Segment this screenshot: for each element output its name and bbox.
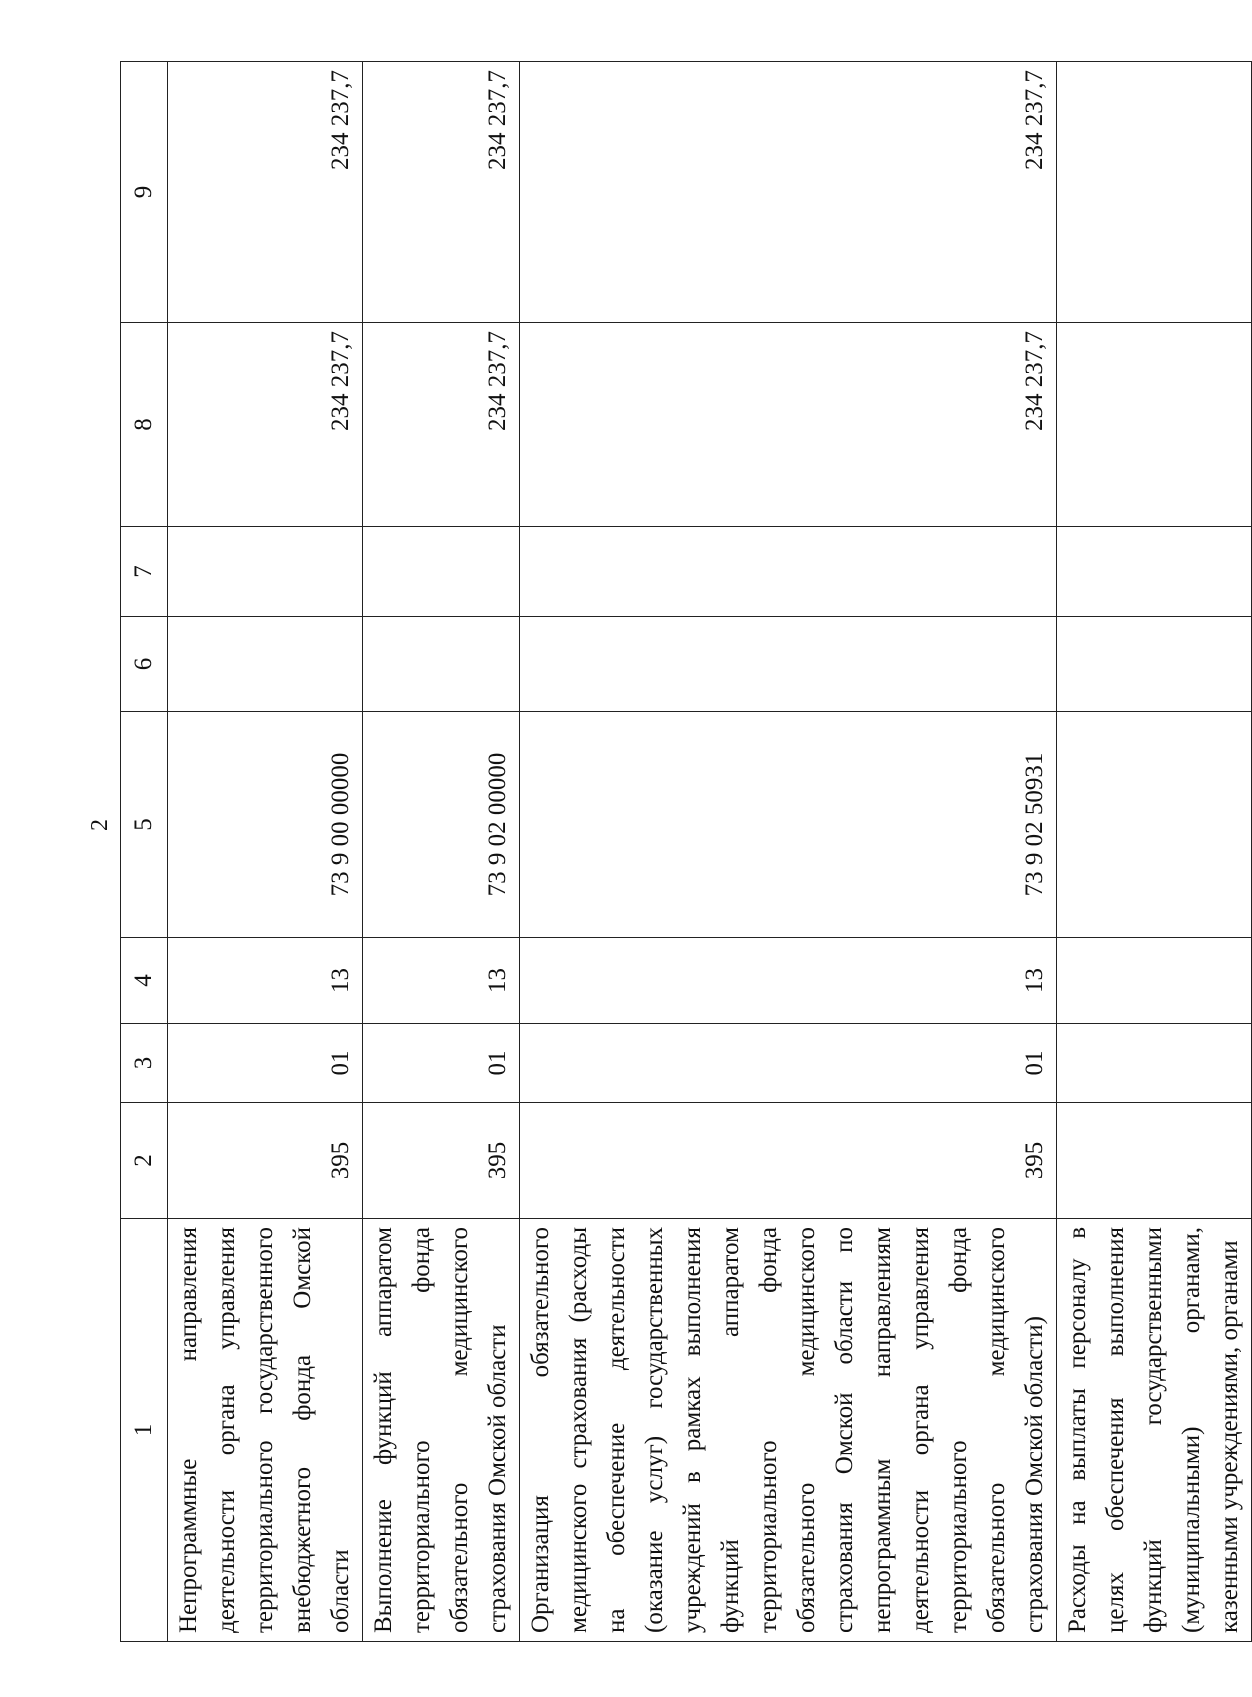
cell-col7 xyxy=(168,527,363,617)
header-cell: 7 xyxy=(121,527,168,617)
budget-table xyxy=(120,61,1252,1642)
cell-col3: 01 xyxy=(520,1024,1057,1103)
cell-col9: 234 237,7 xyxy=(168,62,363,323)
row-description: Непрограммные направления деятельности органа управления территориального государственного внебюджетного фонда Омской области xyxy=(168,1219,363,1642)
table-row xyxy=(363,62,520,1642)
cell-col4: 13 xyxy=(520,938,1057,1024)
header-cell: 2 xyxy=(121,1103,168,1219)
table-row xyxy=(168,62,363,1642)
cell-col8: 234 237,7 xyxy=(520,323,1057,527)
row-description: Организация обязательного медицинского страхования (расходы на обеспечение деятельности (оказание услуг) государственных учреждений в рамках выполнения функций аппаратом территориального фонда обязательного медицинского страхования Омской области по непрограммным направлениям деятельности органа управления территориального фонда обязательного медицинского страхования Омской области) xyxy=(520,1219,1057,1642)
header-cell: 3 xyxy=(121,1024,168,1103)
cell-col6 xyxy=(363,617,520,712)
header-cell: 9 xyxy=(121,62,168,323)
table-row xyxy=(520,62,1057,1642)
page-number: 2 xyxy=(87,819,113,831)
cell-col5: 73 9 00 00000 xyxy=(168,712,363,938)
cell-col2 xyxy=(1057,1103,1252,1219)
cell-col4: 13 xyxy=(363,938,520,1024)
rotated-table-wrapper xyxy=(120,62,1243,1642)
cell-col9 xyxy=(1057,62,1252,323)
cell-col7 xyxy=(520,527,1057,617)
cell-col7 xyxy=(1057,527,1252,617)
table-row xyxy=(1057,62,1252,1642)
header-cell: 4 xyxy=(121,938,168,1024)
header-cell: 6 xyxy=(121,617,168,712)
cell-col5: 73 9 02 00000 xyxy=(363,712,520,938)
cell-col2: 395 xyxy=(168,1103,363,1219)
header-cell: 8 xyxy=(121,323,168,527)
cell-col9: 234 237,7 xyxy=(363,62,520,323)
cell-col3: 01 xyxy=(168,1024,363,1103)
cell-col2: 395 xyxy=(520,1103,1057,1219)
cell-col5: 73 9 02 50931 xyxy=(520,712,1057,938)
cell-col3 xyxy=(1057,1024,1252,1103)
header-cell: 1 xyxy=(121,1219,168,1642)
cell-col8: 234 237,7 xyxy=(168,323,363,527)
cell-col4: 13 xyxy=(168,938,363,1024)
cell-col5 xyxy=(1057,712,1252,938)
cell-col8 xyxy=(1057,323,1252,527)
cell-col2: 395 xyxy=(363,1103,520,1219)
cell-col8: 234 237,7 xyxy=(363,323,520,527)
cell-col4 xyxy=(1057,938,1252,1024)
cell-col6 xyxy=(1057,617,1252,712)
header-row xyxy=(121,62,168,1642)
cell-col3: 01 xyxy=(363,1024,520,1103)
cell-col6 xyxy=(520,617,1057,712)
cell-col9: 234 237,7 xyxy=(520,62,1057,323)
row-description: Расходы на выплаты персоналу в целях обеспечения выполнения функций государственными (муниципальными) органами, казенными учреждениями, органами xyxy=(1057,1219,1252,1642)
header-cell: 5 xyxy=(121,712,168,938)
cell-col6 xyxy=(168,617,363,712)
cell-col7 xyxy=(363,527,520,617)
document-page xyxy=(120,62,1243,1642)
row-description: Выполнение функций аппаратом территориального фонда обязательного медицинского страхования Омской области xyxy=(363,1219,520,1642)
